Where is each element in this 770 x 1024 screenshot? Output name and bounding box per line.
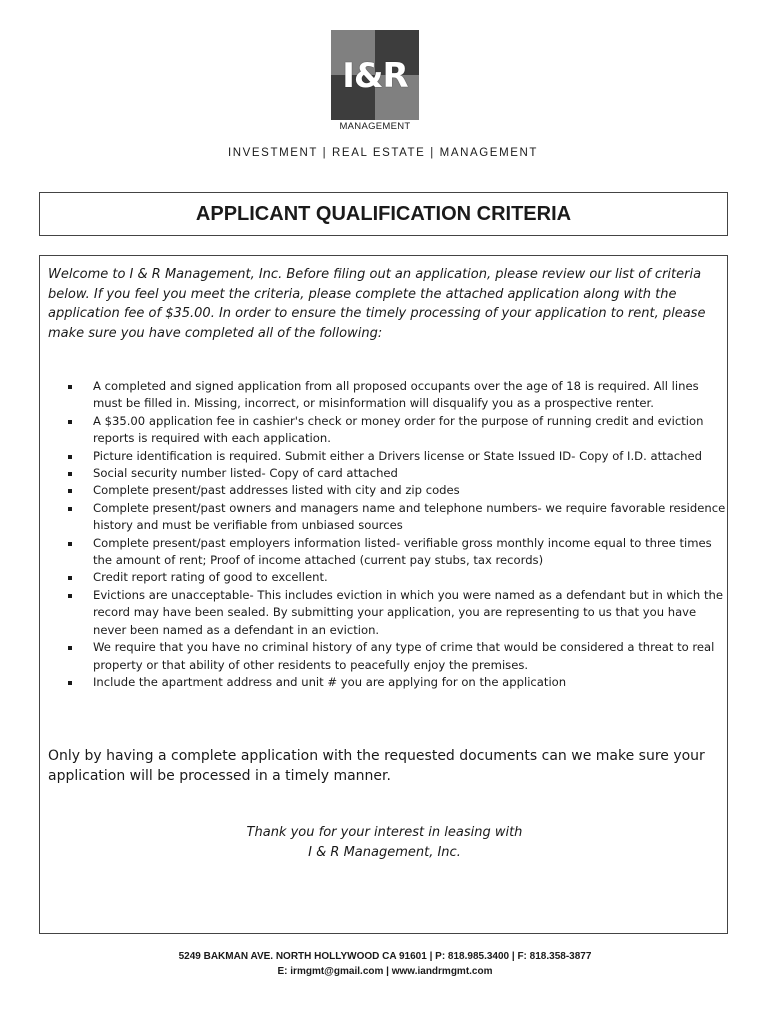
list-item-text: Complete present/past employers information listed- verifiable gross monthly income equal to three times the amount of rent; Proof of income attached (current pay stubs, tax records) bbox=[93, 535, 712, 568]
bullet-icon bbox=[68, 489, 72, 493]
footer-email-line: E: irmgmt@gmail.com | www.iandrmgmt.com bbox=[277, 966, 493, 977]
bullet-icon bbox=[68, 681, 72, 685]
bullet-icon bbox=[68, 576, 72, 580]
footer-contact bbox=[0, 949, 770, 979]
bullet-icon bbox=[68, 420, 72, 424]
list-item-text: Include the apartment address and unit # you are applying for on the application bbox=[93, 674, 567, 689]
criteria-list bbox=[66, 378, 726, 691]
list-item-text: Picture identification is required. Submit either a Drivers license or State Issued ID- Copy of I.D. attached bbox=[93, 448, 702, 463]
list-item-text: We require that you have no criminal history of any type of crime that would be considered a threat to real property or that ability of other residents to peacefully enjoy the premises. bbox=[93, 640, 715, 672]
list-item bbox=[66, 378, 726, 413]
document-title: APPLICANT QUALIFICATION CRITERIA bbox=[39, 192, 728, 236]
thank-you-line-1: Thank you for your interest in leasing with bbox=[246, 825, 523, 840]
bullet-icon bbox=[68, 646, 72, 650]
list-item-text: Social security number listed- Copy of card attached bbox=[93, 466, 398, 481]
list-item bbox=[66, 535, 726, 570]
bullet-icon bbox=[68, 507, 72, 511]
list-item-text: A completed and signed application from all proposed occupants over the age of 18 is required. All lines must be filled in. Missing, incorrect, or misinformation will disqualify you as a prospective renter. bbox=[93, 379, 699, 411]
criteria-box bbox=[39, 255, 728, 934]
list-item bbox=[66, 482, 726, 499]
bullet-icon bbox=[68, 542, 72, 546]
list-item bbox=[66, 465, 726, 482]
bullet-icon bbox=[68, 594, 72, 598]
list-item bbox=[66, 587, 726, 639]
list-item-text: A $35.00 application fee in cashier's check or money order for the purpose of running credit and eviction reports is required with each application. bbox=[93, 413, 704, 446]
intro-paragraph: Welcome to I & R Management, Inc. Before filing out an application, please review our list of criteria below. If you feel you meet the criteria, please complete the attached application along with the application fee of $35.00. In order to ensure the timely processing of your application to rent, please make sure you have completed all of the following: bbox=[48, 267, 706, 341]
thank-you-line-2: I & R Management, Inc. bbox=[308, 845, 461, 860]
list-item bbox=[66, 674, 726, 691]
list-item bbox=[66, 413, 726, 448]
logo-subtext: MANAGEMENT bbox=[339, 121, 411, 132]
list-item bbox=[66, 569, 726, 586]
list-item bbox=[66, 448, 726, 465]
company-logo bbox=[331, 30, 419, 120]
footer-address-line: 5249 BAKMAN AVE. NORTH HOLLYWOOD CA 91601 | P: 818.985.3400 | F: 818.358-3877 bbox=[178, 951, 592, 962]
list-item-text: Complete present/past owners and managers name and telephone numbers- we require favorable residence history and must be verifiable from unbiased sources bbox=[93, 500, 726, 533]
bullet-icon bbox=[68, 385, 72, 389]
list-item-text: Evictions are unacceptable- This includes eviction in which you were named as a defendant but in which the record may have been sealed. By submitting your application, you are representing to us that you have never been named as a defendant in an eviction. bbox=[93, 587, 723, 637]
list-item bbox=[66, 639, 726, 674]
bullet-icon bbox=[68, 472, 72, 476]
closing-paragraph: Only by having a complete application with the requested documents can we make sure your application will be processed in a timely manner. bbox=[48, 748, 705, 784]
list-item bbox=[66, 500, 726, 535]
thank-you-note bbox=[40, 823, 729, 863]
list-item-text: Complete present/past addresses listed with city and zip codes bbox=[93, 483, 460, 498]
logo-text: I&R bbox=[342, 56, 408, 96]
list-item-text: Credit report rating of good to excellent. bbox=[93, 570, 328, 585]
bullet-icon bbox=[68, 455, 72, 459]
tagline: INVESTMENT | REAL ESTATE | MANAGEMENT bbox=[227, 147, 539, 159]
